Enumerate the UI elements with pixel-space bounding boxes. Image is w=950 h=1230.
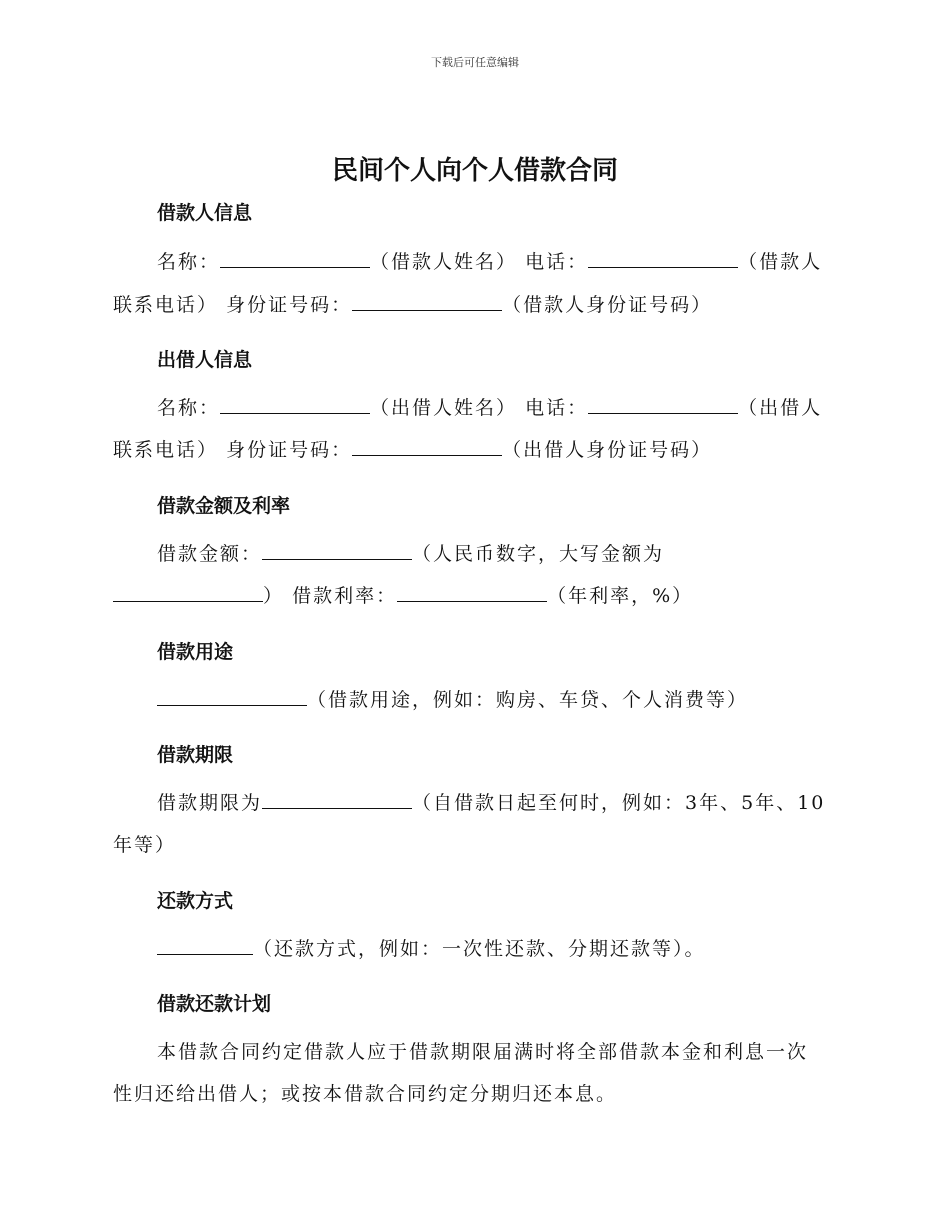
amount-uppercase-blank[interactable] <box>113 584 263 602</box>
plan-line-2 <box>113 1082 617 1106</box>
borrower-line-1 <box>157 250 822 274</box>
repayment-blank[interactable] <box>157 937 253 955</box>
borrower-name-hint: （借款人姓名） <box>370 251 518 273</box>
purpose-hint: （借款用途，例如：购房、车贷、个人消费等） <box>307 689 749 711</box>
term-hint: （自借款日起至何时，例如：3年、5年、10 <box>412 792 826 814</box>
lender-line-2 <box>113 438 712 462</box>
rate-label: 借款利率： <box>292 585 398 607</box>
section-heading-borrower: 借款人信息 <box>157 202 253 224</box>
section-heading-amount: 借款金额及利率 <box>157 495 291 517</box>
term-hint-cont: 年等） <box>113 834 177 856</box>
lender-phone-blank[interactable] <box>588 396 738 414</box>
section-heading-plan: 借款还款计划 <box>157 993 272 1015</box>
amount-hint: （人民币数字，大写金额为 <box>412 543 665 565</box>
lender-name-label: 名称： <box>157 397 221 419</box>
plan-text-b: 性归还给出借人；或按本借款合同约定分期归还本息。 <box>113 1083 618 1105</box>
rate-hint: （年利率，%） <box>547 585 694 607</box>
borrower-id-label: 身份证号码： <box>226 294 353 316</box>
term-blank[interactable] <box>262 791 412 809</box>
borrower-line-2 <box>113 293 712 317</box>
amount-blank[interactable] <box>262 542 412 560</box>
amount-line-1 <box>157 542 664 566</box>
plan-line-1 <box>157 1040 808 1064</box>
plan-text-a: 本借款合同约定借款人应于借款期限届满时将全部借款本金和利息一次 <box>157 1041 809 1063</box>
lender-id-label: 身份证号码： <box>226 439 353 461</box>
section-heading-purpose: 借款用途 <box>157 641 234 663</box>
section-heading-term: 借款期限 <box>157 744 234 766</box>
lender-phone-hint-cont: 联系电话） <box>113 439 219 461</box>
purpose-blank[interactable] <box>157 688 307 706</box>
borrower-phone-hint-cont: 联系电话） <box>113 294 219 316</box>
borrower-phone-label: 电话： <box>525 251 589 273</box>
repayment-line <box>157 937 706 961</box>
borrower-phone-blank[interactable] <box>588 250 738 268</box>
rate-blank[interactable] <box>397 584 547 602</box>
borrower-id-hint: （借款人身份证号码） <box>502 294 713 316</box>
purpose-line <box>157 688 748 712</box>
borrower-name-label: 名称： <box>157 251 221 273</box>
lender-name-blank[interactable] <box>220 396 370 414</box>
section-heading-lender: 出借人信息 <box>157 349 253 371</box>
term-line-2 <box>113 833 176 857</box>
amount-close-paren: ） <box>263 585 285 607</box>
lender-id-blank[interactable] <box>352 438 502 456</box>
lender-name-hint: （出借人姓名） <box>370 397 518 419</box>
repayment-hint: （还款方式，例如：一次性还款、分期还款等）。 <box>253 938 706 960</box>
borrower-name-blank[interactable] <box>220 250 370 268</box>
lender-id-hint: （出借人身份证号码） <box>502 439 713 461</box>
term-line-1 <box>157 791 825 815</box>
section-heading-repayment: 还款方式 <box>157 890 234 912</box>
amount-line-2 <box>113 584 693 608</box>
amount-label: 借款金额： <box>157 543 263 565</box>
page-header: 下载后可任意编辑 <box>431 56 519 69</box>
borrower-id-blank[interactable] <box>352 293 502 311</box>
lender-phone-label: 电话： <box>525 397 589 419</box>
term-label: 借款期限为 <box>157 792 263 814</box>
document-title: 民间个人向个人借款合同 <box>331 156 618 186</box>
lender-phone-hint: （出借人 <box>738 397 823 419</box>
lender-line-1 <box>157 396 822 420</box>
borrower-phone-hint: （借款人 <box>738 251 823 273</box>
